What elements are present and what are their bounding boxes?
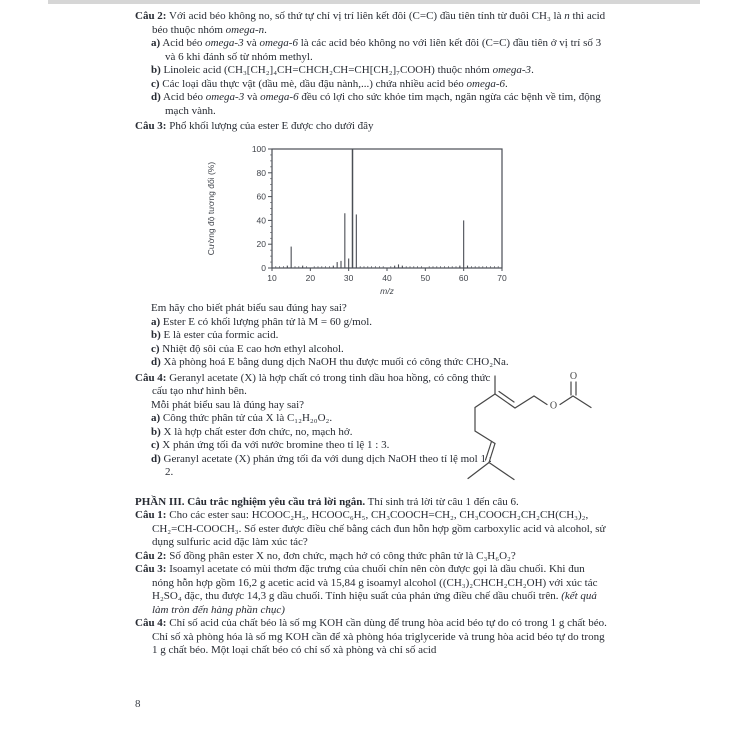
statement-label: a) xyxy=(151,412,161,424)
x-tick-label: 20 xyxy=(305,272,316,283)
statement-label: d) xyxy=(151,452,161,465)
question-label: Câu 2: xyxy=(135,10,167,22)
scan-edge-artifact xyxy=(48,0,700,4)
statement-text: X phản ứng tối đa với nước bromine theo tỉ lệ 1 : 3. xyxy=(162,439,390,451)
statement-label: b) xyxy=(151,425,161,438)
part3-section xyxy=(135,496,607,658)
statement-label: b) xyxy=(151,329,161,341)
statement-label: c) xyxy=(151,439,160,451)
plot-frame xyxy=(272,149,502,268)
question-block-part2-q4 xyxy=(135,372,607,494)
prompt-text: Em hãy cho biết phát biểu sau đúng hay sai? xyxy=(151,302,347,314)
y-tick-label: 20 xyxy=(256,238,266,249)
statement-d xyxy=(151,356,607,370)
x-tick-label: 50 xyxy=(420,272,431,283)
question-text: Với acid béo không no, số thứ tự chỉ vị trí liên kết đôi (C=C) đầu tiên tính từ đuôi CH₃ là n thì acid béo thuộc nhóm omega-n. xyxy=(152,10,606,36)
carbonyl-oxygen-label: O xyxy=(569,370,578,382)
x-tick-label: 60 xyxy=(458,272,469,283)
question-head xyxy=(135,120,607,134)
question-label: Câu 4: xyxy=(135,371,167,384)
question-label: Câu 3: xyxy=(135,563,167,575)
statement-b xyxy=(151,329,607,343)
question-head xyxy=(135,372,493,399)
mass-spectrum-chart xyxy=(202,143,607,300)
statement-text: Nhiệt độ sôi của E cao hơn ethyl alcohol. xyxy=(162,342,344,355)
question-text: Chỉ số acid của chất béo là số mg KOH cần dùng để trung hòa acid béo tự do có trong 1 g chất béo. Chỉ số xà phòng hóa là số mg KOH cần để xà phòng hóa triglyceride và trung hòa acid béo tự do trong 1 g chất béo. Một loại chất béo có chỉ số xà phòng và chỉ số acid xyxy=(152,617,607,656)
statement-text: Công thức phân tử của X là C₁₂H₂₀O₂. xyxy=(162,412,333,424)
y-tick-label: 0 xyxy=(261,262,266,273)
statement-c xyxy=(151,439,493,453)
statement-a xyxy=(151,37,607,64)
page-number: 8 xyxy=(135,698,141,710)
statement-text: Linoleic acid (CH₃[CH₂]₄CH=CHCH₂CH=CH[CH₂]₇COOH) thuộc nhóm omega-3. xyxy=(163,64,534,76)
statement-text: E là ester của formic acid. xyxy=(163,329,279,341)
part3-heading xyxy=(135,496,607,510)
question-text: Phổ khối lượng của ester E được cho dưới đây xyxy=(169,120,374,132)
prompt-text: Mỗi phát biểu sau là đúng hay sai? xyxy=(151,398,305,411)
question-label: Câu 1: xyxy=(135,509,167,521)
statement-text: Acid béo omega-3 và omega-6 đều có lợi cho sức khỏe tim mạch, ngăn ngừa các bệnh về tim, động mạch vành. xyxy=(162,91,601,117)
statement-c xyxy=(151,78,607,92)
statement-text: Các loại dầu thực vật (dầu mè, dầu đậu nành,...) chứa nhiều acid béo omega-6. xyxy=(162,77,508,90)
part3-q2 xyxy=(135,550,607,564)
question-label: Câu 4: xyxy=(135,617,167,629)
statement-text: Ester E có khối lượng phân tử là M = 60 g/mol. xyxy=(162,315,373,328)
statement-a xyxy=(151,412,493,426)
statement-text: Acid béo omega-3 và omega-6 là các acid béo không no với liên kết đôi (C=C) đầu tiên ở vị trí số 3 và 6 khi đánh số từ nhóm methyl. xyxy=(162,37,602,63)
statement-label: a) xyxy=(151,315,161,328)
statement-text: X là hợp chất ester đơn chức, no, mạch hở. xyxy=(163,425,353,438)
question-block-part2-q2 xyxy=(135,10,607,118)
x-tick-label: 30 xyxy=(343,272,354,283)
statement-d xyxy=(151,91,607,118)
question-text: Geranyl acetate (X) là hợp chất có trong tinh dầu hoa hồng, có công thức cấu tạo như hình bên. xyxy=(152,371,491,397)
part3-heading-rest: Thí sinh trả lời từ câu 1 đến câu 6. xyxy=(365,495,519,508)
statement-a xyxy=(151,316,607,330)
question-text: Số đồng phân ester X no, đơn chức, mạch hở có công thức phân tử là C₃H₆O₂? xyxy=(169,549,516,562)
y-tick-label: 40 xyxy=(256,214,266,225)
x-axis-label: m/z xyxy=(380,285,394,295)
question-block-part2-q3 xyxy=(135,120,607,370)
y-tick-label: 80 xyxy=(256,167,266,178)
y-tick-label: 100 xyxy=(251,143,266,154)
mass-spectrum-plot xyxy=(202,143,514,295)
question-head xyxy=(135,10,607,37)
statement-text: Geranyl acetate (X) phản ứng tối đa với dung dịch NaOH theo tỉ lệ mol 1 : 2. xyxy=(163,452,492,478)
skeletal-bonds xyxy=(468,376,591,480)
statement-label: c) xyxy=(151,342,160,355)
x-tick-label: 40 xyxy=(382,272,392,283)
statement-text: Xà phòng hoá E bằng dung dịch NaOH thu được muối có công thức CHO₂Na. xyxy=(163,356,509,368)
statement-label: c) xyxy=(151,77,160,90)
question-text-column xyxy=(135,372,493,480)
statement-c xyxy=(151,343,607,357)
x-tick-label: 70 xyxy=(497,272,507,283)
statement-d xyxy=(151,453,493,480)
question-prompt xyxy=(151,399,493,413)
statement-label: a) xyxy=(151,37,161,49)
page-content xyxy=(135,10,607,660)
part3-q1 xyxy=(135,509,607,550)
question-label: Câu 2: xyxy=(135,549,167,562)
geranyl-acetate-structure xyxy=(453,370,605,488)
part3-q4 xyxy=(135,617,607,658)
ester-oxygen-label: O xyxy=(549,400,558,411)
y-tick-label: 60 xyxy=(256,191,266,202)
statement-b xyxy=(151,64,607,78)
y-axis-label: Cường độ tương đối (%) xyxy=(206,161,216,255)
question-prompt xyxy=(151,302,607,316)
question-label: Câu 3: xyxy=(135,120,167,132)
statement-b xyxy=(151,426,493,440)
statement-label: d) xyxy=(151,356,161,368)
question-text: Isoamyl acetate có mùi thơm đặc trưng của chuối chín nên còn được gọi là dầu chuối. Khi đun nóng hỗn hợp gồm 16,2 g acetic acid và 15,84 g isoamyl alcohol ((CH₃)₂CHCH₂CH₂OH) với xúc tác H₂SO₄ đặc, thu được 14,3 g dầu chuối. Tính hiệu suất của phản ứng điều chế dầu chuối trên. (kết quả làm tròn đến hàng phần chục) xyxy=(152,563,598,616)
part3-heading-bold: PHẦN III. Câu trắc nghiệm yêu cầu trả lời ngắn. xyxy=(135,495,366,508)
part3-q3 xyxy=(135,563,607,617)
x-tick-label: 10 xyxy=(267,272,277,283)
statement-label: b) xyxy=(151,64,161,76)
statement-label: d) xyxy=(151,91,161,103)
question-text: Cho các ester sau: HCOOC₂H₅, HCOOC₆H₅, CH₃COOCH=CH₂, CH₃COOCH₂CH₂CH(CH₃)₂, CH₂=CH-COOCH₃. Số ester được điều chế bằng cách đun hỗn hợp gồm carboxylic acid và alcohol, sử dụng sulfuric acid đặc làm xúc tác? xyxy=(152,509,606,548)
